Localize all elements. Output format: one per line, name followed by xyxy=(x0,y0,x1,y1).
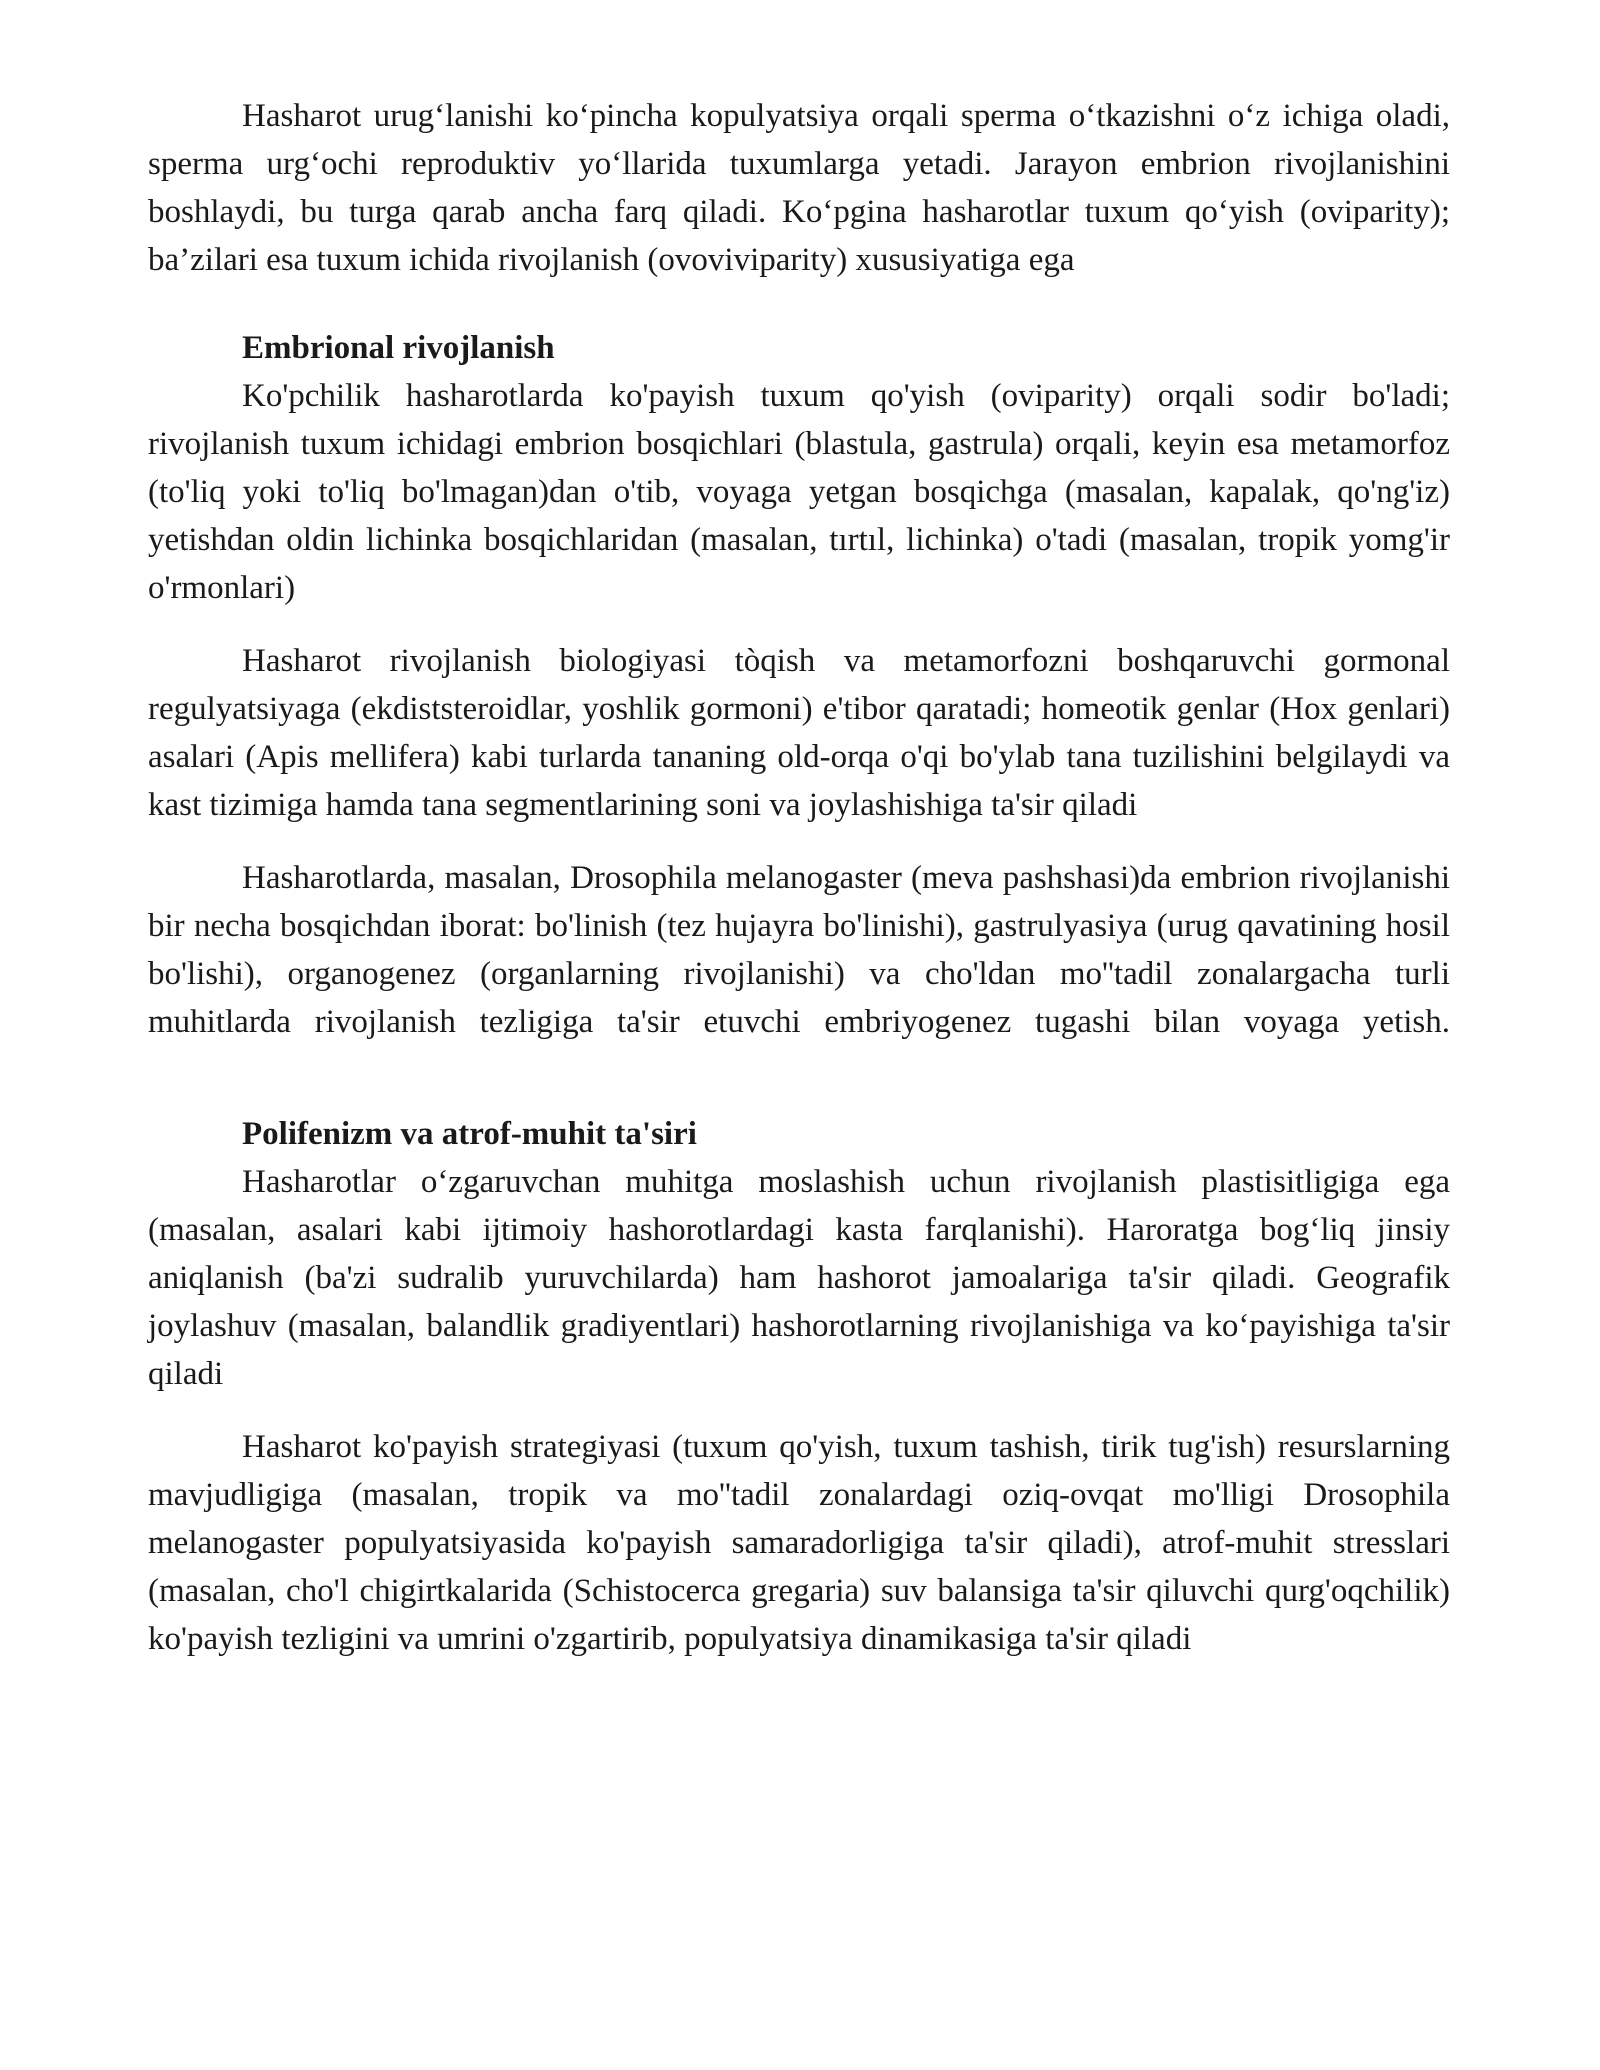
paragraph-oviparity: Ko'pchilik hasharotlarda ko'payish tuxum qo'yish (oviparity) orqali sodir bo'ladi; rivojlanish tuxum ichidagi embrion bosqichlari (blastula, gastrula) orqali, keyin esa metamorfoz (to'liq yoki to'liq bo'lmagan)dan o'tib, voyaga yetgan bosqichga (masalan, kapalak, qo'ng'iz) yetishdan oldin lichinka bosqichlaridan (masalan, tırtıl, lichinka) o'tadi (masalan, tropik yomg'ir o'rmonlari) xyxy=(148,378,1450,606)
spacer xyxy=(148,1398,1450,1423)
heading-embryonic-development: Embrional rivojlanish xyxy=(242,330,555,366)
spacer xyxy=(148,612,1450,637)
document-page xyxy=(148,92,1450,1663)
spacer xyxy=(148,1046,1450,1110)
spacer xyxy=(148,284,1450,324)
paragraph-fertilization: Hasharot urug‘lanishi ko‘pincha kopulyatsiya orqali sperma o‘tkazishni o‘z ichiga oladi, sperma urg‘ochi reproduktiv yo‘llarida tuxumlarga yetadi. Jarayon embrion rivojlanishini boshlaydi, bu turga qarab ancha farq qiladi. Ko‘pgina hasharotlar tuxum qo‘yish (oviparity); ba’zilari esa tuxum ichida rivojlanish (ovoviviparity) xususiyatiga ega xyxy=(148,98,1450,278)
paragraph-hormonal-regulation: Hasharot rivojlanish biologiyasi tòqish va metamorfozni boshqaruvchi gormonal regulyatsiyaga (ekdiststeroidlar, yoshlik gormoni) e'tibor qaratadi; homeotik genlar (Hox genlari) asalari (Apis mellifera) kabi turlarda tananing old-orqa o'qi bo'ylab tana tuzilishini belgilaydi va kast tizimiga hamda tana segmentlarining soni va joylashishiga ta'sir qiladi xyxy=(148,643,1450,823)
paragraph-reproduction-strategy: Hasharot ko'payish strategiyasi (tuxum qo'yish, tuxum tashish, tirik tug'ish) resurslarning mavjudligiga (masalan, tropik va mo''tadil zonalardagi oziq-ovqat mo'lligi Drosophila melanogaster populyatsiyasida ko'payish samaradorligiga ta'sir qiladi), atrof-muhit stresslari (masalan, cho'l chigirtkalarida (Schistocerca gregaria) suv balansiga ta'sir qiluvchi qurg'oqchilik) ko'payish tezligini va umrini o'zgartirib, populyatsiya dinamikasiga ta'sir qiladi xyxy=(148,1429,1450,1657)
paragraph-drosophila-stages: Hasharotlarda, masalan, Drosophila melanogaster (meva pashshasi)da embrion rivojlanishi bir necha bosqichdan iborat: bo'linish (tez hujayra bo'linishi), gastrulyasiya (urug qavatining hosil bo'lishi), organogenez (organlarning rivojlanishi) va cho'ldan mo''tadil zonalargacha turli muhitlarda rivojlanish tezligiga ta'sir etuvchi embriyogenez tugashi bilan voyaga yetish. xyxy=(148,860,1450,1040)
spacer xyxy=(148,829,1450,854)
heading-polyphenism: Polifenizm va atrof-muhit ta'siri xyxy=(242,1116,697,1152)
paragraph-plasticity: Hasharotlar o‘zgaruvchan muhitga moslashish uchun rivojlanish plastisitligiga ega (masalan, asalari kabi ijtimoiy hashorotlardagi kasta farqlanishi). Haroratga bog‘liq jinsiy aniqlanish (ba'zi sudralib yuruvchilarda) ham hashorot jamoalariga ta'sir qiladi. Geografik joylashuv (masalan, balandlik gradiyentlari) hashorotlarning rivojlanishiga va ko‘payishiga ta'sir qiladi xyxy=(148,1164,1450,1392)
